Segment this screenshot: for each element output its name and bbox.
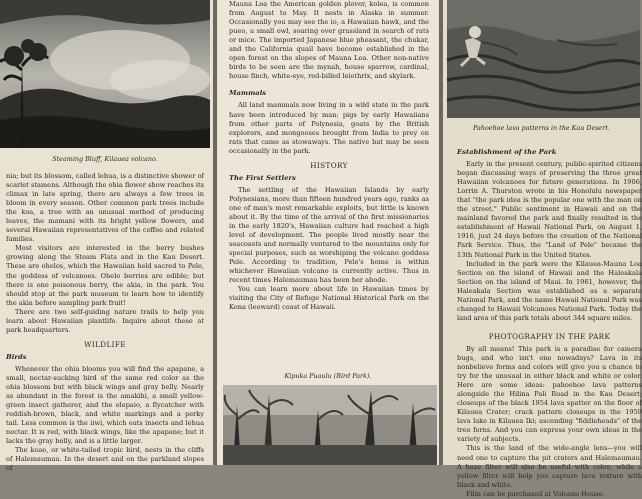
bird-park-image xyxy=(223,385,437,465)
section-heading-history: HISTORY xyxy=(310,160,348,170)
middle-text-column xyxy=(229,0,429,313)
section-heading-photography: PHOTOGRAPHY IN THE PARK xyxy=(488,331,611,341)
right-page xyxy=(443,0,642,498)
paragraph: nia; but its blossom, called lehua, is a distinctive shower of scarlet stamens. Although the ohia flower show reaches its climax in late spring, there are always a few trees in bloom in every season. Other common park trees include the koa, a tree with an unusual method of producing leaves, the mamani with its bright yellow flowers, and several Hawaiian representatives of the coffee and related families. xyxy=(6,172,204,244)
steaming-bluff-image xyxy=(0,0,210,148)
pahoehoe-lava-photo xyxy=(447,0,640,118)
subheading-birds: Birds xyxy=(6,352,27,361)
section-heading-wildlife: WILDLIFE xyxy=(84,339,126,349)
paragraph: The settling of the Hawaiian Islands by early Polynesians, more than fifteen hundred years ago, ranks as one of man's most remarkable exploits, but little is known about it. By the time of the arrival of the first missionaries in the early 1820's, Hawaiian culture had reached a high level of development. The people lived mostly near the seacoasts and normally ventured to the mountains only for special purposes, such as worshiping the volcano goddess Pele. According to tradition, Pele's home is within whichever Hawaiian volcano is currently active. Thus in recent times Halemaumau has been her abode. xyxy=(229,185,429,285)
paragraph: Included in the park were the Kilauea-Mauna Loa Section on the island of Hawaii and the Haleakala Section on the island of Maui. In 1961, however, the Haleakala Section was established as a separate National Park, and the name Hawaii National Park was changed to Hawaii Volcanoes National Park. Today the land area of this park totals about 344 square miles. xyxy=(457,259,642,322)
photo-caption: Kipuka Puaulu (Bird Park). xyxy=(284,372,372,380)
paragraph: Mauna Loa the American golden plover, kolea, is common from August to May. It nests in Alaska in summer. Occasionally you may see the io, a Hawaiian hawk, and the pueo, a small owl, soaring over grassland in search of rats or mice. The imported Japanese blue pheasant, the chukar, and the California quail have become established in the open forest on the slopes of Mauna Loa. Other non-native birds to be seen are the mynah, house sparrow, cardinal, house finch, white-eye, red-billed leiothrix, and skylark. xyxy=(229,0,429,81)
subheading-establishment: Establishment of the Park xyxy=(457,148,557,156)
pahoehoe-lava-image xyxy=(447,0,640,118)
left-text-column xyxy=(6,172,204,474)
photo-caption: Pahoehoe lava patterns in the Kau Desert. xyxy=(473,124,610,132)
bird-park-photo xyxy=(223,385,437,465)
subheading-first-settlers: The First Settlers xyxy=(229,173,296,182)
right-text-column xyxy=(457,144,642,499)
paragraph: The koae, or white-tailed tropic bird, nests in the cliffs of Halemaumau. In the desert and on the parkland slopes of xyxy=(6,446,204,473)
photo-caption: Steaming Bluff, Kilauea volcano. xyxy=(52,155,158,163)
steaming-bluff-photo xyxy=(0,0,210,148)
left-page xyxy=(0,0,213,473)
subheading-mammals: Mammals xyxy=(229,89,267,98)
paragraph: By all means! This park is a paradise for camera bugs, and who isn't one nowadays? Lava in its nonbelieve forms and colors will give you a chance to try for the unusual in either black and white or color. Here are some ideas: pahoehoe lava patterns alongside the Hilina Pali Road in the Kau Desert; closeups of the black 1954 lava spatter on the floor of Kilauea Crater; crack pattern closeups in the 1959 lava lake in Kilauea Iki; ascending "fiddleheads" of the tree ferns. And you can express your own ideas in the variety of subjects. xyxy=(457,344,642,444)
paragraph: Most visitors are interested in the berry bushes growing along the Steam Flats and in the Kau Desert. These are ohelos, which the Hawaiian held sacred to Pele, the goddess of volcanoes. Ohelo berries are edible; but there is one poisonous berry, the akia, in the park. You should stop at the park museum to learn how to identify the akia before sampling park fruit! xyxy=(6,244,204,307)
paragraph: Early in the present century, public-spirited citizens began discussing ways of preserving the three great Hawaiian volcanoes for future generations. In 1906, Lorrin A. Thurston wrote in his Honolulu newspaper that "the park idea is the popular one with the man on the street." Public sentiment in Hawaii and on the mainland favored the park and finally resulted in the establishment of Hawaii National Park, on August 1, 1916, just 24 days before the creation of the National Park Service. Thus, the "Land of Pele" became the 13th National Park in the United States. xyxy=(457,160,642,259)
paragraph: There are two self-guiding nature trails to help you learn about Hawaiian plantlife. Inquire about these at park headquarters. xyxy=(6,307,204,334)
paragraph: Film can be purchased at Volcano House. xyxy=(466,489,605,498)
paragraph: You can learn more about life in Hawaiian times by visiting the City of Refuge National Historical Park on the Kona (leeward) coast of Hawaii. xyxy=(229,285,429,312)
paragraph: All land mammals now living in a wild state in the park have been introduced by man: pigs by early Hawaiians from other parts of Polynesia, goats by the British explorers, and mongooses brought from India to prey on rats that came as stowaways. The native bat may be seen occasionally in the park. xyxy=(229,101,429,155)
paragraph: Whenever the ohia blooms you will find the apapane, a small, nectar-sucking bird of the same red color as the ohia blossom but with black wings and gray belly. Nearly as abundant in the forest is the amakihi, a small yellow-green insect gatherer, and the elepaio, a flycatcher with reddish-brown, black, and white markings and a perky tail. Less common is the iiwi, which eats insects and lehua nectar. It is red, with black wings, like the apapane; but it lacks the gray belly, and is a little larger. xyxy=(6,364,204,446)
paragraph: This is the land of the wide-angle lens—you will need one to capture the pit craters and Halemaumau. A haze filter will also be useful with color; while a yellow filter will help you capture lava texture with black and white. xyxy=(457,444,642,489)
middle-page xyxy=(217,0,439,465)
